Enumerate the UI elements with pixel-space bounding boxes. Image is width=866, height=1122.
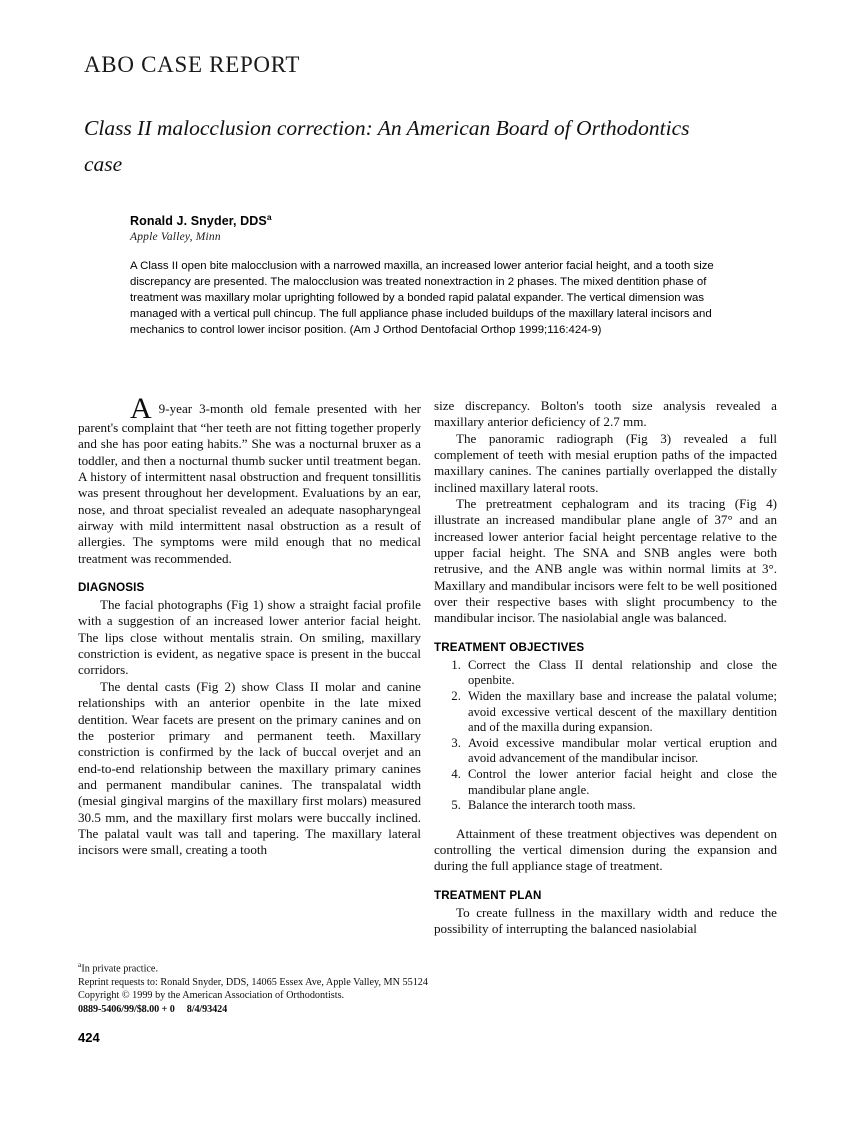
list-item: 2. Widen the maxillary base and increase the palatal volume; avoid excessive vertical descent of the maxillary dentition and of the maxilla during expansion.	[464, 689, 777, 736]
footnote-copyright: Copyright © 1999 by the American Association of Orthodontists.	[78, 989, 345, 1001]
diagnosis-paragraph-4: The pretreatment cephalogram and its tracing (Fig 4) illustrate an increased mandibular plane angle of 37° and an increased lower anterior facial height percentage relative to the upper facial height. The SNA and SNB angles were both retrusive, and the ANB angle was within normal limits at 3°. Maxillary and mandibular incisors were felt to be well positioned over their respective bases with slight procumbency to the mandibular incisor. The nasiolabial angle was balanced.	[434, 496, 777, 626]
diagnosis-paragraph-3: The panoramic radiograph (Fig 3) revealed a full complement of teeth with mesial eruption paths of the impacted maxillary canines. The canines partially overlapped the distally inclined maxillary lateral roots.	[434, 430, 777, 495]
body-column-right	[434, 398, 777, 937]
author-footnote-marker: a	[266, 212, 272, 222]
author-name-text: Ronald J. Snyder, DDS	[130, 214, 267, 229]
heading-diagnosis: DIAGNOSIS	[78, 581, 145, 595]
heading-treatment-objectives: TREATMENT OBJECTIVES	[434, 640, 585, 654]
footnote-block	[78, 958, 428, 1016]
treatment-plan-paragraph-1: To create fullness in the maxillary width and reduce the possibility of interrupting the balanced nasiolabial	[434, 904, 777, 937]
abstract: A Class II open bite malocclusion with a narrowed maxilla, an increased lower anterior facial height, and a tooth size discrepancy are presented. The malocclusion was treated nonextraction in 2 phases. The mixed dentition phase of treatment was maxillary molar uprighting followed by a bonded rapid palatal expander. The vertical dimension was managed with a vertical pull chincup. The full appliance phase included buildups of the maxillary lateral incisors and mechanics to control lower incisor position. (Am J Orthod Dentofacial Orthop 1999;116:424-9)	[130, 260, 714, 337]
diagnosis-paragraph-1: The facial photographs (Fig 1) show a straight facial profile with a suggestion of an increased lower anterior facial height. The lips close without mentalis strain. On smiling, maxillary constriction is evident, as negative space is present in the buccal corridors.	[78, 597, 421, 678]
list-item: 4. Control the lower anterior facial height and close the mandibular plane angle.	[464, 767, 777, 798]
footnote-marker: a	[78, 960, 82, 969]
footnote-private-practice-text: In private practice.	[81, 963, 158, 975]
masthead-abo-case-report: ABO CASE REPORT	[84, 52, 301, 77]
footnote-codes	[78, 1003, 428, 1016]
author-name	[130, 212, 730, 228]
paragraph-spacer	[434, 814, 777, 826]
author-affiliation: Apple Valley, Minn	[130, 231, 221, 244]
drop-cap: A	[130, 392, 152, 425]
diagnosis-paragraph-2-continued: size discrepancy. Bolton's tooth size analysis revealed a maxillary anterior deficiency of 2.7 mm.	[434, 398, 777, 430]
page-number: 424	[78, 1030, 100, 1045]
footnote-article-code: 8/4/93424	[186, 1004, 228, 1015]
author-block	[130, 212, 730, 243]
treatment-objectives-list	[434, 658, 777, 814]
diagnosis-paragraph-2: The dental casts (Fig 2) show Class II molar and canine relationships with an anterior openbite in the late mixed dentition. Wear facets are present on the primary canines and on the posterior primary and permanent teeth. Maxillary constriction is confirmed by the lack of buccal overjet and an end-to-end relationship between the maxillary primary canines and permanent mandibular canines. The transpalatal width (mesial gingival margins of the maxillary first molars) measured 30.5 mm, and the maxillary first molars were buccally inclined. The palatal vault was tall and tapering. The maxillary lateral incisors were small, creating a tooth	[78, 678, 421, 858]
body-column-left	[78, 392, 421, 859]
footnote-reprint-requests: Reprint requests to: Ronald Snyder, DDS, 14065 Essex Ave, Apple Valley, MN 55124	[78, 976, 428, 988]
objectives-closing-paragraph: Attainment of these treatment objectives was dependent on controlling the vertical dimension during the expansion and during the full appliance stage of treatment.	[434, 825, 777, 874]
list-item: 5. Balance the interarch tooth mass.	[464, 798, 777, 814]
footnote-issn-code: 0889-5406/99/$8.00 + 0	[78, 1004, 175, 1015]
footnote-private-practice	[78, 958, 428, 976]
list-item: 1. Correct the Class II dental relationship and close the openbite.	[464, 658, 777, 689]
list-item: 3. Avoid excessive mandibular molar vertical eruption and avoid advancement of the mandibular incisor.	[464, 736, 777, 767]
page-title: Class II malocclusion correction: An American Board of Orthodontics case	[84, 116, 690, 176]
intro-paragraph-text: 9-year 3-month old female presented with her parent's complaint that “her teeth are not fitting together properly and she has poor eating habits.” She was a nocturnal bruxer as a toddler, and then a nocturnal thumb sucker until treatment began. A history of intermittent nasal obstruction and frequent tonsillitis was present throughout her development. Evaluations by an ear, nose, and throat specialist revealed an adequate nasopharyngeal airway with mild intermittent nasal obstruction as a result of allergies. The symptoms were mild enough that no medical treatment was recommended.	[78, 401, 421, 566]
heading-treatment-plan: TREATMENT PLAN	[434, 888, 542, 902]
intro-paragraph	[78, 392, 421, 567]
